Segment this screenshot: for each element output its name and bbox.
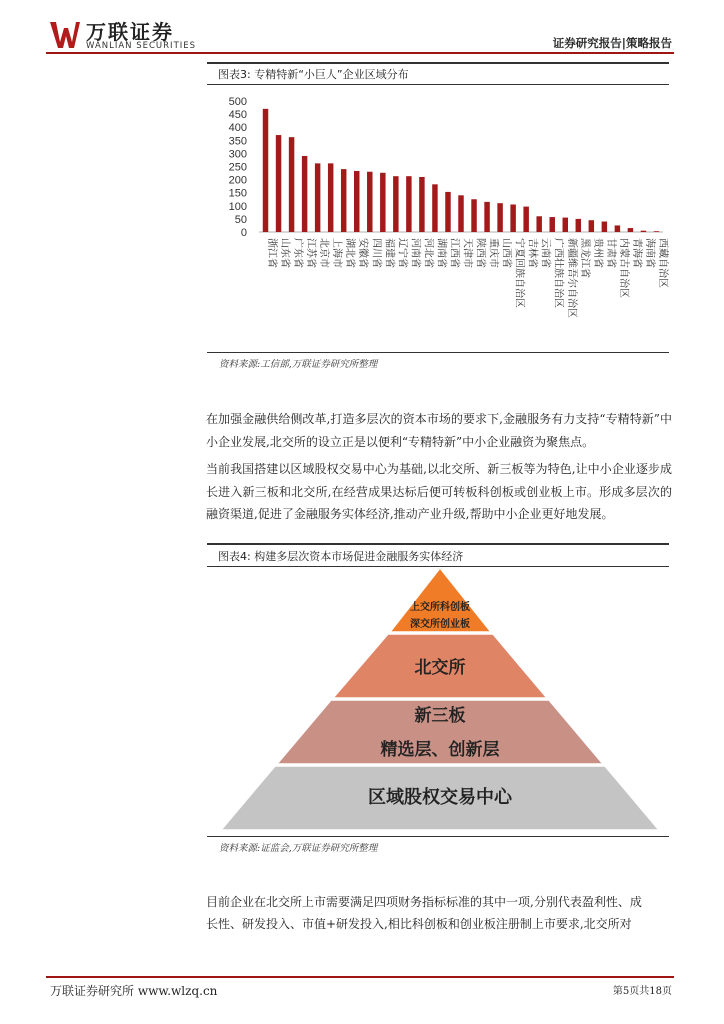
- bar: [367, 172, 372, 232]
- bar: [341, 169, 346, 232]
- bar: [549, 217, 554, 232]
- footer-website: 万联证券研究所 www.wlzq.cn: [50, 984, 218, 998]
- region-distribution-bar-chart: [207, 86, 669, 352]
- x-category-label: 河南省: [409, 238, 421, 268]
- bar: [432, 184, 437, 232]
- figure3-bottom-rule: [207, 352, 669, 353]
- figure3-source: 资料来源:工信部,万联证券研究所整理: [219, 359, 378, 370]
- bar: [328, 163, 333, 232]
- x-category-label: 吉林省: [526, 238, 538, 268]
- paragraph-1: 在加强金融供给侧改革,打造多层次的资本市场的要求下,金融服务有力支持“专精特新”中小企业发展,北交所的设立正是以便利“专精特新”中小企业融资为聚焦点。: [206, 412, 672, 449]
- x-category-label: 江苏省: [305, 238, 317, 268]
- y-tick-label: 0: [240, 227, 247, 239]
- x-category-label: 陕西省: [474, 238, 486, 268]
- bar: [380, 173, 385, 232]
- y-tick-label: 500: [228, 96, 247, 108]
- logo-text-en: WANLIAN SECURITIES: [86, 41, 197, 51]
- bar: [354, 171, 359, 232]
- y-tick-label: 150: [228, 187, 247, 200]
- x-category-label: 湖南省: [435, 238, 447, 268]
- bar: [536, 216, 541, 232]
- x-category-label: 湖北省: [344, 238, 356, 268]
- bar: [419, 177, 424, 232]
- figure4-bottom-rule: [207, 836, 669, 837]
- paragraph-3-line-2: 长性、研发投入、市值+研发投入,相比科创板和创业板注册制上市要求,北交所对: [206, 917, 632, 931]
- bar: [471, 199, 476, 232]
- x-category-label: 天津市: [461, 238, 473, 268]
- bar: [393, 176, 398, 232]
- page-number: 第5页共18页: [612, 986, 672, 997]
- x-category-label: 山东省: [279, 238, 291, 268]
- capital-market-pyramid: [207, 566, 669, 836]
- bar: [445, 192, 450, 232]
- y-tick-label: 100: [228, 200, 247, 213]
- pyramid-label-neeq-layers: 精选层、创新层: [380, 740, 500, 760]
- bar: [523, 207, 528, 232]
- x-category-label: 福建省: [383, 238, 395, 268]
- y-tick-label: 200: [228, 174, 247, 187]
- bar: [263, 109, 268, 232]
- y-tick-label: 300: [228, 148, 247, 161]
- x-category-label: 甘肃省: [604, 238, 616, 268]
- bar: [484, 202, 489, 232]
- pyramid-label-gem: 深交所创业板: [410, 619, 470, 630]
- x-category-label: 山西省: [500, 238, 512, 268]
- bar: [654, 231, 659, 232]
- y-tick-label: 50: [234, 213, 247, 226]
- x-category-label: 宁夏回族自治区: [513, 238, 525, 308]
- bar: [576, 219, 581, 232]
- x-category-label: 云南省: [539, 238, 551, 268]
- x-category-label: 广西壮族自治区: [552, 238, 564, 308]
- bar: [615, 225, 620, 232]
- x-category-label: 贵州省: [591, 238, 603, 268]
- bar: [602, 222, 607, 232]
- x-category-label: 安徽省: [357, 238, 369, 268]
- header-divider: [46, 52, 674, 54]
- bar: [406, 176, 411, 232]
- figure4-title: 图表4: 构建多层次资本市场促进金融服务实体经济: [218, 550, 464, 563]
- x-category-label: 北京市: [318, 238, 330, 268]
- x-category-label: 内蒙古自治区: [617, 238, 629, 298]
- x-category-label: 浙江省: [266, 238, 278, 268]
- pyramid-label-star: 上交所科创板: [410, 602, 470, 613]
- wanlian-logo-icon: [50, 20, 80, 50]
- bar: [289, 137, 294, 232]
- bar: [628, 228, 633, 232]
- x-category-label: 四川省: [370, 238, 382, 268]
- bar: [315, 163, 320, 232]
- x-category-label: 辽宁省: [396, 238, 408, 268]
- paragraph-3-line-1: 目前企业在北交所上市需要满足四项财务指标标准的其中一项,分别代表盈利性、成: [206, 895, 642, 909]
- bar: [302, 156, 307, 232]
- x-category-label: 黑龙江省: [578, 238, 590, 278]
- bar: [510, 204, 515, 232]
- footer-divider: [46, 976, 674, 978]
- bar: [641, 231, 646, 232]
- bar: [589, 220, 594, 232]
- x-category-label: 江西省: [448, 238, 460, 268]
- figure4-top-rule: [207, 543, 669, 545]
- paragraph-2: 当前我国搭建以区域股权交易中心为基础,以北交所、新三板等为特色,让中小企业逐步成长进入新三板和北交所,在经营成果达标后便可转板科创板或创业板上市。形成多层次的融资渠道,促进了金融服务实体经济,推动产业升级,帮助中小企业更好地发展。: [206, 462, 672, 521]
- x-category-label: 上海市: [331, 238, 343, 268]
- figure3-top-rule: [207, 62, 669, 64]
- bar: [458, 195, 463, 232]
- pyramid-label-neeq: 新三板: [414, 706, 466, 726]
- y-tick-label: 350: [228, 135, 247, 148]
- report-type: 证券研究报告|策略报告: [552, 36, 672, 50]
- y-tick-label: 400: [228, 122, 247, 135]
- x-category-label: 新疆维吾尔自治区: [565, 238, 577, 318]
- pyramid-label-regional: 区域股权交易中心: [368, 787, 512, 808]
- y-tick-label: 250: [228, 161, 247, 174]
- bar: [276, 135, 281, 232]
- y-tick-label: 450: [228, 109, 247, 122]
- x-category-label: 重庆市: [487, 238, 499, 268]
- x-category-label: 青海省: [630, 238, 642, 268]
- figure3-title-rule: [207, 84, 669, 85]
- pyramid-label-bse: 北交所: [414, 658, 466, 678]
- x-category-label: 海南省: [643, 238, 655, 268]
- bar: [497, 203, 502, 232]
- x-category-label: 广东省: [292, 238, 304, 268]
- x-category-label: 西藏自治区: [656, 238, 668, 288]
- bar: [563, 218, 568, 232]
- logo-text-cn: 万联证券: [86, 20, 174, 44]
- figure3-title: 图表3: 专精特新“小巨人”企业区域分布: [218, 68, 409, 81]
- figure4-source: 资料来源:证监会,万联证券研究所整理: [219, 843, 378, 854]
- x-category-label: 河北省: [422, 238, 434, 268]
